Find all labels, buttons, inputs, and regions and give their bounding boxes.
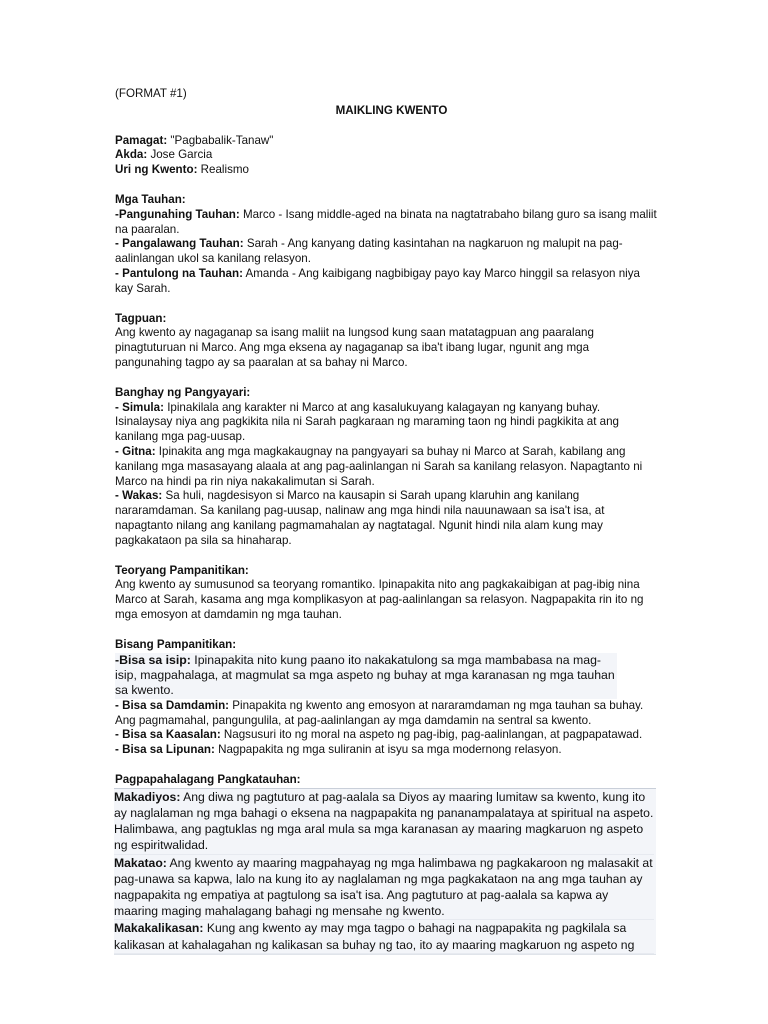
akda-label: Akda: [115,148,148,162]
bisa-kaasalan-text: Nagsusuri ito ng moral na aspeto ng pag-ibig, pag-aalinlangan, at pagpapatawad. [220,728,643,742]
makadiyos-label: Makadiyos: [114,789,181,804]
teorya-text: Ang kwento ay sumusunod sa teoryang romantiko. Ipinapakita nito ang pagkakaibigan at pag-ibig nina Marco at Sarah, kasama ang mga komplikasyon at pag-aalinlangan sa relasyon. Nagpapakita rin ito ng mga emosyon at damdamin ng mga tauhan. [115,578,644,621]
makadiyos-text: Ang diwa ng pagtuturo at pag-aalala sa Diyos ay maaring lumitaw sa kwento, kung ito ay naglalaman ng mga bahagi o eksena na nagpapakita ng pananampalataya at spiritual na aspeto. Halimbawa, ang pagtuklas ng mga aral mula sa mga karanasan ay maaring magkaruon ng aspeto ng espiritwalidad. [114,789,654,853]
gitna-text: Ipinakita ang mga magkakaugnay na pangyayari sa buhay ni Marco at Sarah, kabilang ang kanilang mga masasayang alaala at ang pag-aalinlangan ni Sarah sa kanilang relasyon. Napagtanto ni Marco na hindi pa rin niya nakakalimutan si Sarah. [115,444,643,488]
makatao-item [114,855,654,921]
akda-line [115,148,658,163]
pantulong-tauhan [115,267,658,297]
simula-label: - Simula: [115,400,164,414]
makatao-text: Ang kwento ay maaring magpahayag ng mga halimbawa ng pagkakaroon ng malasakit at pag-unawa sa kapwa, lalo na kung ito ay naglalaman ng mga pagkakataon na ang mga tauhan ay nagpapakita ng empatiya at pagtulong sa isa't isa. Ang pagtuturo at pag-aalala sa kapwa ay maaring maging mahalagang bahagi ng mensahe ng kwento. [114,855,653,919]
pantulong-text: Amanda - Ang kaibigang nagbibigay payo kay Marco hinggil sa relasyon niya kay Sarah. [115,266,640,295]
tauhan-heading: Mga Tauhan: [115,192,186,206]
tagpuan-text: Ang kwento ay nagaganap sa isang maliit na lungsod kung saan matatagpuan ang paaralang pinagtuturuan ni Marco. Ang mga eksena ay nagaganap sa iba't ibang lugar, ngunit ang mga pangunahing tagpo ay sa paaralan at sa bahay ni Marco. [115,326,594,369]
bisa-damdamin-item [115,699,658,729]
bisa-isip-label: -Bisa sa isip: [115,652,191,667]
bisa-damdamin-text: Pinapakita ng kwento ang emosyon at nararamdaman ng mga tauhan sa buhay. Ang pagmamahal, pangungulila, at pag-aalinlangan ay mga damdamin na sentral sa kwento. [115,698,644,727]
wakas-label: - Wakas: [115,489,163,503]
pangunahing-label: -Pangunahing Tauhan: [115,207,240,221]
simula-text: Ipinakilala ang karakter ni Marco at ang kasalukuyang kalagayan ng kanyang buhay. Isinalaysay niya ang pagkikita nila ni Sarah pagkaraan ng maraming taon ng hindi pagkikita at ang kanilang mga pag-uusap. [115,400,620,444]
uri-label: Uri ng Kwento: [115,163,198,177]
pamagat-value: "Pagbabalik-Tanaw" [167,133,274,147]
akda-value: Jose Garcia [147,148,213,162]
makadiyos-item [114,789,654,855]
document-title: MAIKLING KWENTO [335,103,448,117]
pamagat-label: Pamagat: [115,133,168,147]
pangunahing-text: Marco - Isang middle-aged na binata na nagtatrabaho bilang guro sa isang maliit na paaralan. [115,207,657,236]
bisa-kaasalan-label: - Bisa sa Kaasalan: [115,728,221,742]
pagpapahalaga-heading: Pagpapahalagang Pangkatauhan: [115,772,301,786]
gitna-item [115,445,658,489]
pangalawang-tauhan [115,237,658,267]
simula-item [115,401,658,445]
uri-value: Realismo [197,163,249,177]
makakalikasan-label: Makakalikasan: [114,921,204,936]
bisa-lipunan-item [115,743,658,758]
bisa-kaasalan-item [115,728,658,743]
pangunahing-tauhan [115,208,658,238]
banghay-heading: Banghay ng Pangyayari: [115,385,251,399]
pantulong-label: - Pantulong na Tauhan: [115,266,243,280]
bisa-heading: Bisang Pampanitikan: [115,637,237,651]
makakalikasan-text: Kung ang kwento ay may mga tagpo o bahagi na nagpapakita ng pagkilala sa kalikasan at kahalagahan ng kalikasan sa buhay ng tao, ito ay maaring magkaruon ng aspeto ng [114,921,635,952]
gitna-label: - Gitna: [115,444,156,458]
bisa-damdamin-label: - Bisa sa Damdamin: [115,698,230,712]
wakas-item [115,489,658,548]
tagpuan-heading: Tagpuan: [115,311,167,325]
bisa-isip-item [115,653,617,699]
pagpapahalaga-block [114,788,656,955]
pangalawang-label: - Pangalawang Tauhan: [115,237,244,251]
wakas-text: Sa huli, nagdesisyon si Marco na kausapin si Sarah upang klaruhin ang kanilang nararamdaman. Sa kanilang pag-uusap, nalinaw ang mga hindi nila nauunawaan sa isa't isa, at napagtanto nilang ang kanilang pagmamahalan ay nagtatagal. Ngunit hindi nila alam kung may pagkakataon pa sila sa hinaharap. [115,489,605,547]
uri-line [115,163,658,178]
pangalawang-text: Sarah - Ang kanyang dating kasintahan na nagkaruon ng malupit na pag-aalinlangan ukol sa kanilang relasyon. [115,237,623,266]
makatao-label: Makatao: [114,855,167,870]
bisa-lipunan-label: - Bisa sa Lipunan: [115,743,215,757]
teorya-heading: Teoryang Pampanitikan: [115,563,249,577]
pamagat-line [115,134,658,149]
bisa-lipunan-text: Nagpapakita ng mga suliranin at isyu sa mga modernong relasyon. [214,743,562,757]
bisa-isip-text: Ipinapakita nito kung paano ito nakakatulong sa mga mambabasa na mag-isip, magpahalaga, at magmulat sa mga aspeto ng buhay at mga karanasan ng mga tauhan sa kwento. [115,652,615,698]
makakalikasan-item [114,920,654,953]
format-label: (FORMAT #1) [115,87,187,100]
